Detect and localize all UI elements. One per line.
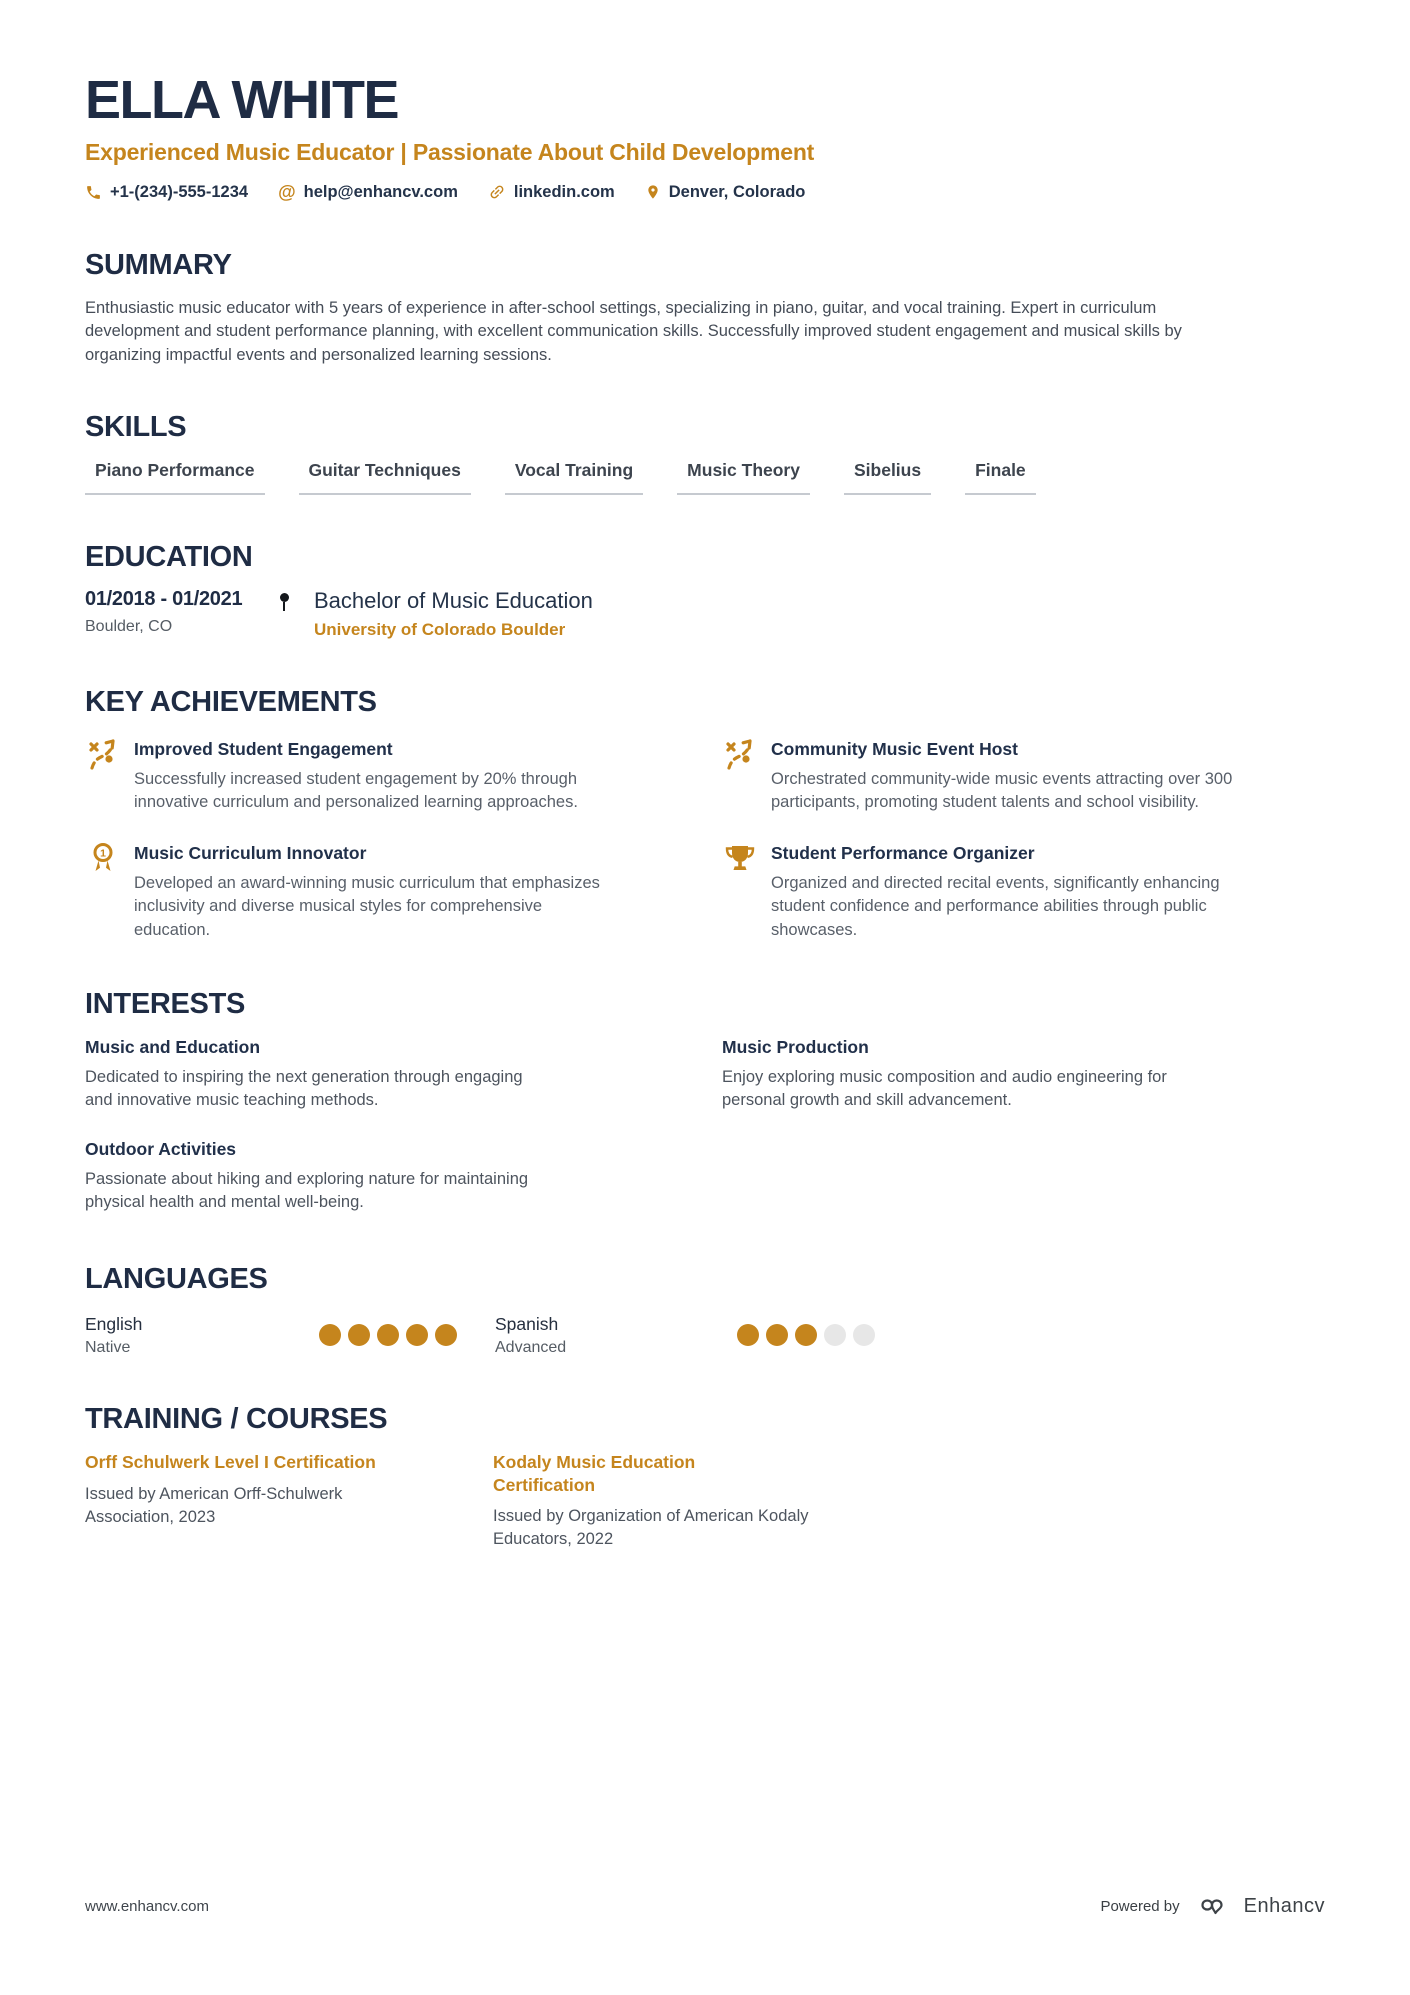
- languages-heading: LANGUAGES: [85, 1262, 268, 1295]
- timeline-pin-icon: [268, 588, 300, 640]
- achievement-body: [771, 841, 1249, 942]
- language-rating-dot: [795, 1324, 817, 1346]
- training-heading: TRAINING / COURSES: [85, 1402, 388, 1435]
- location-icon: [645, 183, 661, 201]
- language-rating-dot: [319, 1324, 341, 1346]
- achievement-description: Orchestrated community-wide music events attracting over 300 participants, promoting student talents and school visibility.: [771, 769, 1233, 812]
- enhancv-logo-icon: [1191, 1893, 1233, 1919]
- language-rating-dot: [406, 1324, 428, 1346]
- powered-by-block: [1100, 1893, 1325, 1919]
- language-label: [85, 1314, 142, 1357]
- language-rating: [319, 1324, 457, 1346]
- languages-row: [85, 1314, 1325, 1357]
- achievements-section: [85, 686, 1325, 942]
- education-dates: 01/2018 - 01/2021: [85, 587, 243, 610]
- strategy-icon: [85, 737, 121, 815]
- achievement-body: [771, 737, 1249, 815]
- language-name: English: [85, 1313, 143, 1334]
- headline: Experienced Music Educator | Passionate About Child Development: [85, 138, 815, 165]
- education-heading: EDUCATION: [85, 540, 253, 573]
- interest-item: [85, 1037, 688, 1113]
- education-degree: Bachelor of Music Education: [314, 587, 593, 613]
- language-item: [85, 1314, 457, 1357]
- interests-heading: INTERESTS: [85, 988, 246, 1021]
- achievement-body: [134, 737, 612, 815]
- achievement-description: Developed an award-winning music curriculum that emphasizes inclusivity and diverse musical styles for comprehensive education.: [134, 873, 600, 939]
- languages-section: [85, 1263, 1325, 1357]
- course-issuer: Issued by American Orff-Schulwerk Association, 2023: [85, 1484, 343, 1526]
- skill-item: Guitar Techniques: [299, 460, 471, 495]
- interests-section: [85, 988, 1325, 1215]
- person-name: ELLA WHITE: [85, 70, 398, 130]
- interest-title: Music and Education: [85, 1037, 261, 1058]
- page-footer: [85, 1893, 1325, 1919]
- education-degree-block: [300, 588, 593, 640]
- achievement-title: Student Performance Organizer: [771, 842, 1035, 863]
- summary-heading: SUMMARY: [85, 248, 232, 281]
- contact-email-text: help@enhancv.com: [303, 182, 458, 201]
- language-rating-dot: [824, 1324, 846, 1346]
- achievement-item: [85, 841, 688, 942]
- skill-item: Vocal Training: [505, 460, 643, 495]
- course-item: [85, 1451, 460, 1552]
- language-rating-dot: [737, 1324, 759, 1346]
- achievement-description: Organized and directed recital events, significantly enhancing student confidence and performance abilities through public showcases.: [771, 873, 1220, 939]
- svg-text:1: 1: [100, 847, 106, 860]
- footer-site-link[interactable]: www.enhancv.com: [85, 1897, 209, 1915]
- training-section: [85, 1403, 1325, 1552]
- language-rating-dot: [766, 1324, 788, 1346]
- medal-icon: [85, 841, 121, 942]
- achievements-grid: [85, 737, 1325, 942]
- interest-description: Enjoy exploring music composition and audio engineering for personal growth and skill advancement.: [722, 1068, 1167, 1110]
- resume-header: [85, 72, 1325, 203]
- trophy-icon: [722, 841, 758, 942]
- interest-item: [722, 1037, 1325, 1113]
- training-grid: [85, 1451, 1325, 1552]
- language-item: [495, 1314, 875, 1357]
- language-name: Spanish: [495, 1313, 559, 1334]
- course-issuer: Issued by Organization of American Kodaly Educators, 2022: [493, 1507, 809, 1549]
- achievement-title: Music Curriculum Innovator: [134, 842, 367, 863]
- language-rating-dot: [348, 1324, 370, 1346]
- summary-text: Enthusiastic music educator with 5 years of experience in after-school settings, specializing in piano, guitar, and vocal training. Expert in curriculum development and student performance planning, with excellent communication skills. Successfully improved student engagement and musical skills by organizing impactful events and personalized learning sessions.: [85, 298, 1182, 364]
- skills-section: [85, 411, 1325, 495]
- skill-item: Music Theory: [677, 460, 810, 495]
- skills-heading: SKILLS: [85, 410, 187, 443]
- language-rating: [737, 1324, 875, 1346]
- achievement-item: [722, 841, 1325, 942]
- skill-item: Sibelius: [844, 460, 931, 495]
- contact-phone-text: +1-(234)-555-1234: [110, 182, 249, 201]
- interest-description: Dedicated to inspiring the next generation through engaging and innovative music teaching methods.: [85, 1068, 523, 1110]
- powered-by-text: Powered by: [1100, 1897, 1180, 1915]
- link-icon: [488, 183, 506, 201]
- contact-linkedin[interactable]: [488, 183, 615, 202]
- language-rating-dot: [435, 1324, 457, 1346]
- language-level: Native: [85, 1338, 131, 1356]
- language-rating-dot: [853, 1324, 875, 1346]
- skill-item: Piano Performance: [85, 460, 265, 495]
- language-label: [495, 1314, 566, 1357]
- skills-list: [85, 460, 1325, 495]
- achievement-title: Improved Student Engagement: [134, 738, 393, 759]
- course-item: [493, 1451, 865, 1552]
- achievement-description: Successfully increased student engagement by 20% through innovative curriculum and personalized learning approaches.: [134, 769, 578, 812]
- achievement-item: [85, 737, 688, 815]
- course-title: Orff Schulwerk Level I Certification: [85, 1451, 376, 1472]
- contact-phone: [85, 183, 248, 202]
- interests-grid: [85, 1037, 1325, 1215]
- strategy-icon: [722, 737, 758, 815]
- achievement-body: [134, 841, 612, 942]
- education-section: [85, 541, 1325, 640]
- language-level: Advanced: [495, 1338, 567, 1356]
- summary-section: [85, 249, 1325, 367]
- education-entry: [85, 588, 1325, 640]
- education-location: Boulder, CO: [85, 617, 173, 635]
- at-icon: [278, 182, 296, 203]
- contact-location-text: Denver, Colorado: [668, 182, 806, 201]
- phone-icon: [85, 184, 102, 201]
- interest-title: Music Production: [722, 1037, 869, 1058]
- course-title: Kodaly Music Education Certification: [493, 1451, 696, 1495]
- achievement-title: Community Music Event Host: [771, 738, 1018, 759]
- language-rating-dot: [377, 1324, 399, 1346]
- contact-row: [85, 182, 1325, 203]
- achievement-item: [722, 737, 1325, 815]
- skill-item: Finale: [965, 460, 1036, 495]
- achievements-heading: KEY ACHIEVEMENTS: [85, 685, 377, 718]
- contact-email[interactable]: [278, 182, 458, 203]
- interest-description: Passionate about hiking and exploring nature for maintaining physical health and mental well-being.: [85, 1169, 529, 1212]
- contact-linkedin-text: linkedin.com: [513, 182, 615, 201]
- interest-item: [85, 1139, 688, 1215]
- contact-location: [645, 183, 806, 202]
- education-school: University of Colorado Boulder: [314, 619, 566, 639]
- brand-name: Enhancv: [1243, 1894, 1325, 1917]
- interest-title: Outdoor Activities: [85, 1138, 237, 1159]
- education-dates-block: [85, 588, 268, 640]
